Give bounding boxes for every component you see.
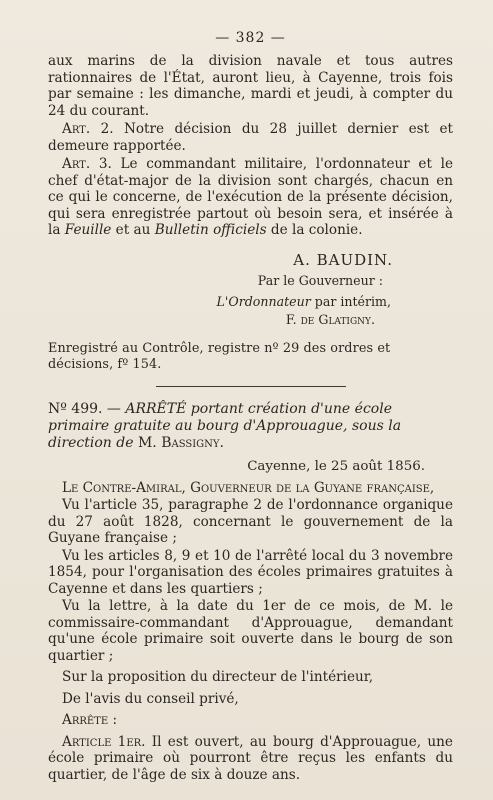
decree-title: ARRÊTÉ portant création d'une école primaire gratuite au bourg d'Approuague, sous la direction de: [48, 400, 402, 451]
page-number: — 382 —: [215, 30, 286, 46]
decree-body: [48, 480, 453, 784]
paragraph-continuation: aux marins de la division navale et tous autres rationnaires de l'État, auront lieu, à Cayenne, trois fois par semaine : les dimanche, mardi et jeudi, à compter du 24 du courant.: [48, 53, 453, 119]
decree-article-1: [48, 734, 453, 784]
signature-par: Par le Gouverneur :: [257, 272, 383, 288]
section-divider: [156, 386, 346, 387]
decree-avis: De l'avis du conseil privé,: [62, 690, 239, 707]
article-2: [48, 121, 453, 154]
signature-ordonnateur-name: F. de Glatigny.: [285, 311, 375, 327]
decree-number: Nº 499. —: [48, 400, 126, 417]
decree-heading: [48, 401, 453, 452]
article-3-text-c: de la colonie.: [266, 222, 363, 238]
article-2-label: Art. 2.: [62, 121, 114, 137]
decree-vu-3: Vu la lettre, à la date du 1er de ce mois, de M. le commissaire-commandant d'Approuague, demandant qu'une école primaire soit ouverte dans le bourg de son quartier ;: [48, 598, 453, 664]
article-3-label: Art. 3.: [62, 156, 112, 172]
signature-ordonnateur-rest: par intérim,: [310, 293, 391, 309]
decree-director: M. Bassigny.: [133, 434, 224, 451]
decree-vu-1: Vu l'article 35, paragraphe 2 de l'ordonnance organique du 27 août 1828, concernant le gouvernement de la Guyane française ;: [48, 497, 453, 546]
article-2-text: Notre décision du 28 juillet dernier est et demeure rapportée.: [48, 121, 454, 154]
article-3-bulletin: Bulletin officiels: [154, 222, 267, 238]
article-3-text-b: et au: [111, 222, 155, 238]
decree-issuer: Le Contre-Amiral, Gouverneur de la Guyane française,: [62, 479, 435, 496]
signature-name: A. BAUDIN.: [293, 250, 393, 269]
decree-arrete: Arrête :: [62, 712, 118, 728]
decree-article-1-label: Article 1er.: [62, 733, 146, 750]
article-3-feuille: Feuille: [64, 222, 112, 238]
decree-dateline: Cayenne, le 25 août 1856.: [247, 458, 425, 474]
decree-article-1-text: Il est ouvert, au bourg d'Approuague, une école primaire où pourront être reçus les enfants du quartier, de l'âge de six à douze ans.: [48, 733, 453, 783]
article-3: [48, 156, 453, 239]
signature-ordonnateur: [48, 294, 391, 309]
registration-note: Enregistré au Contrôle, registre nº 29 des ordres et décisions, fº 154.: [48, 340, 391, 372]
decree-vu-2: Vu les articles 8, 9 et 10 de l'arrêté local du 3 novembre 1854, pour l'organisation des écoles primaires gratuites à Cayenne et dans les quartiers ;: [48, 547, 453, 597]
article-3-text-a: Le commandant militaire, l'ordonnateur et le chef d'état-major de la division sont chargés, chacun en ce qui le concerne, de l'exécution de la présente décision, qui sera enregistrée partout où besoin sera, et insérée à la: [48, 156, 454, 238]
decree-sur: Sur la proposition du directeur de l'intérieur,: [62, 669, 374, 685]
signature-ordonnateur-italic: L'Ordonnateur: [216, 293, 311, 309]
